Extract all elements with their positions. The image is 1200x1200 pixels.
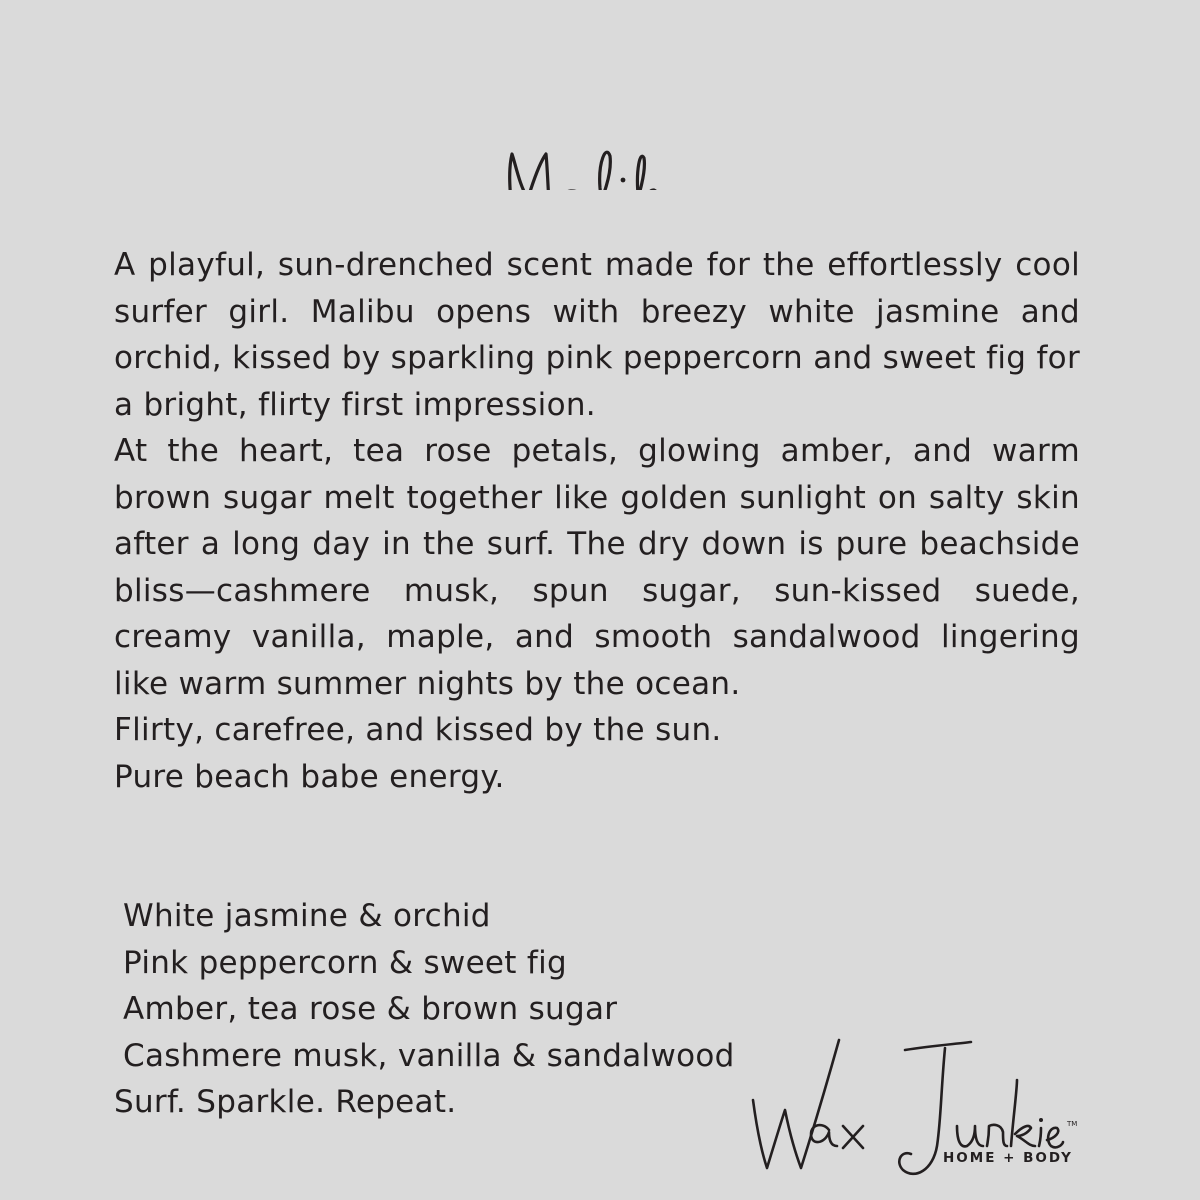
title-heading xyxy=(0,70,1200,190)
description-paragraph-2: At the heart, tea rose petals, glowing amber, and warm brown sugar melt together like golden sunlight on salty skin after a long day in the surf. The dry down is pure beachside bliss—cashmere musk, spun sugar, sun-kissed suede, creamy vanilla, maple, and smooth sandalwood lingering like warm summer nights by the ocean. xyxy=(114,433,1080,702)
scent-note: White jasmine & orchid xyxy=(123,898,491,934)
description-line-4: Pure beach babe energy. xyxy=(114,758,505,795)
brand-subtitle: HOME + BODY xyxy=(943,1150,1073,1166)
description-line-3: Flirty, carefree, and kissed by the sun. xyxy=(114,712,722,748)
description xyxy=(114,242,1080,800)
tagline: Surf. Sparkle. Repeat. xyxy=(114,1084,457,1120)
scent-note: Cashmere musk, vanilla & sandalwood xyxy=(123,1037,735,1074)
brand-logo xyxy=(745,1030,1085,1190)
scent-note: Amber, tea rose & brown sugar xyxy=(123,991,618,1027)
scent-note: Pink peppercorn & sweet fig xyxy=(123,944,568,981)
brand-trademark: TM xyxy=(1067,1120,1078,1128)
description-paragraph-1: A playful, sun-drenched scent made for the effortlessly cool surfer girl. Malibu opens with breezy white jasmine and orchid, kissed by sparkling pink peppercorn and sweet fig for a bright, flirty first impression. xyxy=(114,247,1080,423)
scent-notes-list xyxy=(114,893,834,1126)
